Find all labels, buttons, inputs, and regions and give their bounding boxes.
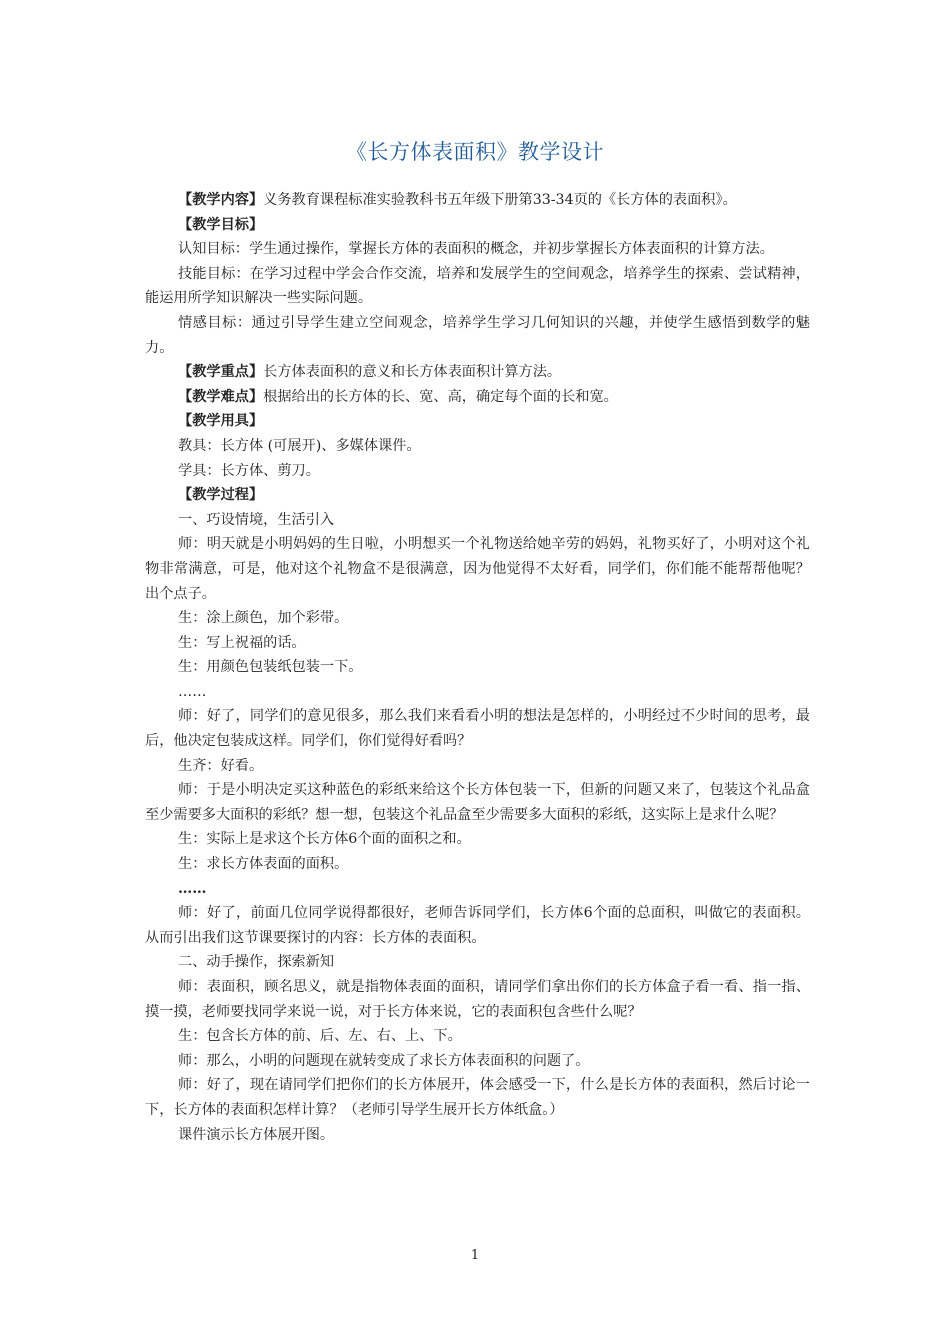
section-label: 【教学目标】 bbox=[178, 216, 264, 233]
paragraph-text: 长方体表面积的意义和长方体表面积计算方法。 bbox=[263, 364, 562, 381]
paragraph bbox=[145, 213, 810, 238]
paragraph-text: 师：明天就是小明妈妈的生日啦，小明想买一个礼物送给她辛劳的妈妈，礼物买好了，小明对这个礼物非常满意，可是，他对这个礼物盒不是很满意，因为他觉得不太好看，同学们，你们能不能帮帮他呢？出个点子。 bbox=[145, 536, 810, 602]
section-label: 【教学难点】 bbox=[178, 388, 264, 405]
section-label: 【教学过程】 bbox=[178, 487, 264, 504]
paragraph bbox=[145, 1049, 810, 1074]
paragraph bbox=[145, 532, 810, 606]
paragraph-text: 情感目标：通过引导学生建立空间观念，培养学生学习几何知识的兴趣，并使学生感悟到数学的魅力。 bbox=[145, 314, 810, 356]
paragraph bbox=[145, 237, 810, 262]
paragraph bbox=[145, 606, 810, 631]
paragraph-text: 师：好了，同学们的意见很多，那么我们来看看小明的想法是怎样的，小明经过不少时间的思考，最后，他决定包装成这样。同学们，你们觉得好看吗？ bbox=[145, 708, 810, 750]
section-label: 【教学内容】 bbox=[178, 192, 264, 208]
paragraph-text: 学具：长方体、剪刀。 bbox=[178, 462, 320, 479]
paragraph bbox=[145, 827, 810, 852]
paragraph bbox=[145, 631, 810, 656]
paragraph bbox=[145, 434, 810, 459]
paragraph-text: 根据给出的长方体的长、宽、高，确定每个面的长和宽。 bbox=[263, 388, 618, 405]
section-label: 【教学用具】 bbox=[178, 413, 264, 430]
paragraph bbox=[145, 950, 810, 975]
paragraph bbox=[145, 901, 810, 950]
paragraph bbox=[145, 1073, 810, 1122]
document-title: 《长方体表面积》教学设计 bbox=[346, 140, 604, 164]
section-label: 【教学重点】 bbox=[178, 364, 264, 381]
paragraph-text: 师：表面积，顾名思义，就是指物体表面的面积，请同学们拿出你们的长方体盒子看一看、指一指、摸一摸，老师要找同学来说一说，对于长方体来说，它的表面积包含些什么呢？ bbox=[145, 979, 810, 1020]
paragraph bbox=[145, 655, 810, 680]
ellipsis-label: …… bbox=[178, 880, 207, 897]
paragraph bbox=[145, 311, 810, 360]
paragraph-text: 生：包含长方体的前、后、左、右、上、下。 bbox=[178, 1028, 462, 1045]
paragraph bbox=[145, 483, 810, 508]
paragraph-text: 一、巧设情境，生活引入 bbox=[178, 511, 335, 528]
paragraph bbox=[145, 975, 810, 1024]
paragraph bbox=[145, 385, 810, 410]
paragraph bbox=[145, 1123, 810, 1148]
paragraph bbox=[145, 188, 810, 213]
paragraph-text: 认知目标：学生通过操作，掌握长方体的表面积的概念，并初步掌握长方体表面积的计算方法。 bbox=[178, 241, 774, 258]
page-number: 1 bbox=[470, 1248, 480, 1263]
paragraph bbox=[145, 778, 810, 827]
paragraph-text: 生：求长方体表面的面积。 bbox=[178, 856, 349, 873]
paragraph-text: 生齐：好看。 bbox=[178, 757, 264, 774]
paragraph-text: 课件演示长方体展开图。 bbox=[178, 1126, 335, 1143]
paragraph-text: 师：好了，现在请同学们把你们的长方体展开，体会感受一下，什么是长方体的表面积，然后讨论一下，长方体的表面积怎样计算？（老师引导学生展开长方体纸盒。） bbox=[145, 1077, 810, 1118]
paragraph bbox=[145, 704, 810, 753]
document-body bbox=[145, 188, 810, 1147]
paragraph bbox=[145, 459, 810, 484]
paragraph-text: 生：涂上颜色，加个彩带。 bbox=[178, 610, 349, 627]
paragraph bbox=[145, 877, 810, 902]
paragraph-text: 生：实际上是求这个长方体6个面的面积之和。 bbox=[178, 831, 471, 848]
paragraph-text: 二、动手操作，探索新知 bbox=[178, 954, 335, 971]
paragraph-text: 师：好了，前面几位同学说得都很好，老师告诉同学们，长方体6个面的总面积，叫做它的表面积。从而引出我们这节课要探讨的内容：长方体的表面积。 bbox=[145, 905, 810, 946]
paragraph-text: …… bbox=[178, 683, 207, 700]
paragraph-text: 师：那么，小明的问题现在就转变成了求长方体表面积的问题了。 bbox=[178, 1052, 590, 1069]
paragraph bbox=[145, 409, 810, 434]
paragraph bbox=[145, 852, 810, 877]
paragraph-text: 义务教育课程标准实验教科书五年级下册第33-34页的《长方体的表面积》。 bbox=[263, 192, 737, 208]
paragraph bbox=[145, 262, 810, 311]
paragraph-text: 师：于是小明决定买这种蓝色的彩纸来给这个长方体包装一下，但新的问题又来了，包装这个礼品盒至少需要多大面积的彩纸？想一想，包装这个礼品盒至少需要多大面积的彩纸，这实际上是求什么呢？ bbox=[145, 782, 810, 823]
paragraph bbox=[145, 680, 810, 705]
paragraph bbox=[145, 1024, 810, 1049]
paragraph-text: 生：写上祝福的话。 bbox=[178, 634, 306, 651]
paragraph-text: 教具：长方体 (可展开)、多媒体课件。 bbox=[178, 437, 421, 454]
paragraph bbox=[145, 360, 810, 385]
paragraph-text: 生：用颜色包装纸包装一下。 bbox=[178, 659, 363, 676]
paragraph bbox=[145, 508, 810, 533]
paragraph bbox=[145, 754, 810, 779]
paragraph-text: 技能目标：在学习过程中学会合作交流，培养和发展学生的空间观念，培养学生的探索、尝试精神，能运用所学知识解决一些实际问题。 bbox=[145, 265, 810, 307]
